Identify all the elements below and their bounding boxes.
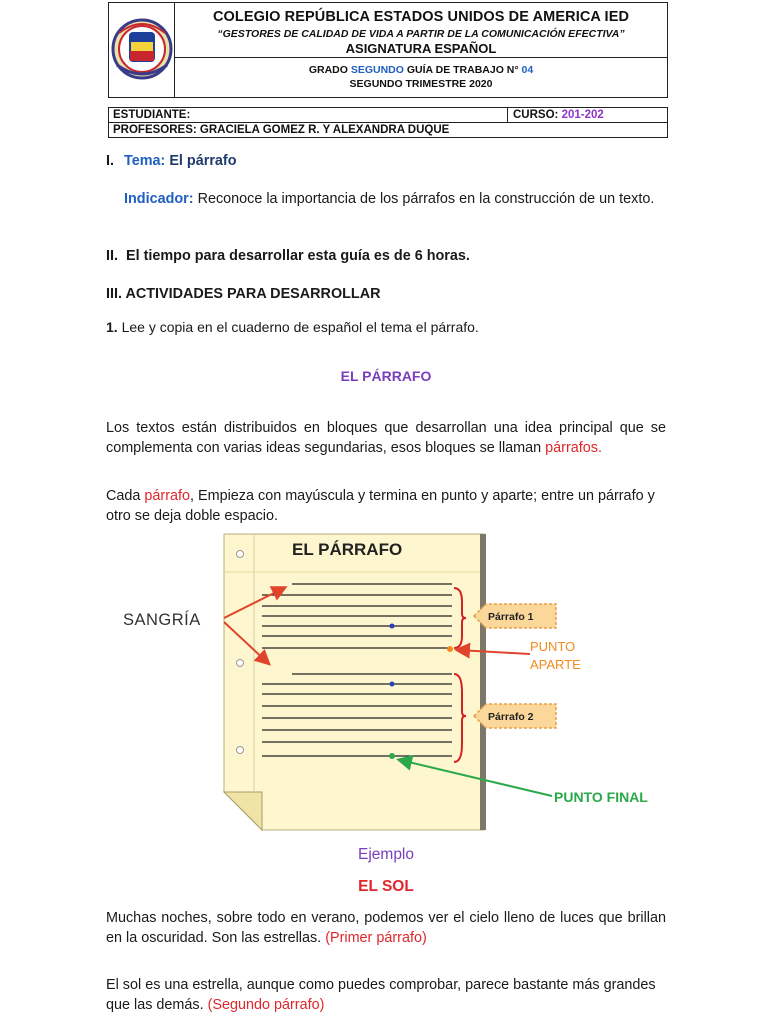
course-value: 201-202 — [561, 109, 604, 121]
example-p1-text: Muchas noches, sobre todo en verano, podemos ver el cielo lleno de luces que brillan en la oscuridad. Son las estrellas. — [106, 910, 666, 946]
punch-hole — [237, 660, 244, 667]
punto-final-label: PUNTO FINAL — [554, 789, 648, 805]
header-table — [108, 2, 668, 98]
section-2-text: El tiempo para desarrollar esta guía es de 6 horas. — [126, 248, 470, 264]
section-3-numeral: III. — [106, 286, 122, 302]
section-3-title: ACTIVIDADES PARA DESARROLLAR — [125, 286, 381, 302]
paragraph-diagram — [112, 532, 672, 832]
guide-number: 04 — [521, 64, 534, 76]
indicador-label: Indicador: — [124, 191, 194, 207]
page-fold-corner — [224, 792, 262, 830]
activity-item-number: 1. — [106, 319, 118, 335]
cell-divider — [507, 108, 508, 123]
section-1-numeral: I. — [106, 153, 114, 169]
grade-value: SEGUNDO — [350, 64, 404, 76]
punto-aparte-label — [530, 638, 581, 674]
course-label: CURSO: — [513, 109, 559, 121]
period-dot-orange — [447, 646, 453, 652]
example-label: Ejemplo — [358, 846, 414, 863]
student-row — [109, 108, 667, 123]
notebook-page — [224, 534, 484, 830]
period-dot-green — [389, 753, 395, 759]
lesson-paragraph-1 — [106, 418, 666, 458]
lesson-p2-start: Cada — [106, 488, 141, 504]
example-p1-tag: (Primer párrafo) — [325, 930, 427, 946]
guide-label: GUÍA DE TRABAJO N° — [406, 64, 519, 76]
student-info-table — [108, 107, 668, 138]
tema-value: El párrafo — [169, 153, 237, 169]
period-dot-blue — [390, 682, 395, 687]
header-row-guide — [175, 58, 667, 97]
section-2-numeral: II. — [106, 248, 118, 264]
indicador-paragraph — [124, 189, 672, 209]
student-label: ESTUDIANTE: — [113, 109, 191, 121]
example-title: EL SOL — [358, 878, 414, 895]
paragraph-1-label: Párrafo 1 — [488, 611, 534, 623]
activity-item-1 — [106, 317, 479, 337]
lesson-title: EL PÁRRAFO — [340, 368, 432, 384]
school-crest-icon — [109, 3, 175, 97]
punch-hole — [237, 551, 244, 558]
paragraph-2-label: Párrafo 2 — [488, 711, 534, 723]
example-p2-text: El sol es una estrella, aunque como puedes comprobar, parece bastante más grandes que las demás. — [106, 977, 656, 1013]
figure-title: EL PÁRRAFO — [292, 540, 403, 559]
punto-aparte-line-2: APARTE — [530, 657, 581, 672]
subject-title: ASIGNATURA ESPAÑOL — [345, 41, 497, 56]
teachers-line: PROFESORES: GRACIELA GOMEZ R. Y ALEXANDRA DUQUE — [113, 124, 450, 136]
section-1-heading — [106, 151, 237, 171]
logo-cell — [109, 3, 175, 97]
school-slogan: “GESTORES DE CALIDAD DE VIDA A PARTIR DE LA COMUNICACIÓN EFECTIVA” — [217, 28, 625, 40]
page-shadow — [480, 534, 486, 830]
lesson-paragraph-2 — [106, 486, 666, 526]
lesson-p1-highlight: párrafos. — [545, 440, 602, 456]
lesson-p2-end: , Empieza con mayúscula y termina en punto y aparte; entre un párrafo y otro se deja doble espacio. — [106, 488, 655, 524]
section-2-line — [106, 246, 470, 266]
sangria-label: SANGRÍA — [123, 611, 201, 629]
indicador-text: Reconoce la importancia de los párrafos en la construcción de un texto. — [197, 191, 655, 207]
activity-item-text: Lee y copia en el cuaderno de español el tema el párrafo. — [121, 319, 479, 335]
term-line: SEGUNDO TRIMESTRE 2020 — [349, 78, 493, 90]
course-cell — [513, 109, 604, 121]
school-name: COLEGIO REPÚBLICA ESTADOS UNIDOS DE AMERICA IED — [212, 9, 630, 25]
period-dot-blue — [390, 624, 395, 629]
paragraph-diagram-svg — [112, 532, 672, 832]
lesson-p2-highlight: párrafo — [144, 488, 191, 504]
tema-label: Tema: — [124, 153, 166, 169]
lesson-p1-text: Los textos están distribuidos en bloques que desarrollan una idea principal que se complementa con varias ideas segundarias, esos bloques se llaman — [106, 420, 666, 456]
example-p2-tag: (Segundo párrafo) — [207, 997, 325, 1013]
example-paragraph-2 — [106, 975, 666, 1015]
punto-aparte-line-1: PUNTO — [530, 639, 576, 654]
grade-prefix: GRADO — [308, 64, 348, 76]
punch-hole — [237, 747, 244, 754]
example-paragraph-1 — [106, 908, 666, 948]
header-row-school — [175, 3, 667, 58]
section-3-heading — [106, 284, 381, 304]
grade-line — [175, 64, 667, 76]
